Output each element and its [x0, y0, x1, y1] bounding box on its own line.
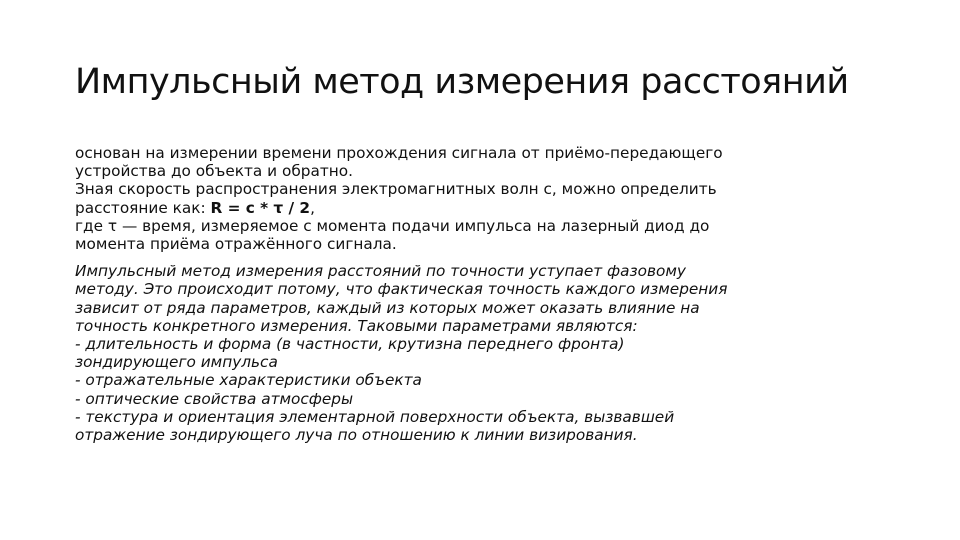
text-line: зависит от ряда параметров, каждый из которых может оказать влияние на [75, 298, 700, 317]
paragraph-method-description [75, 144, 905, 253]
list-item-continuation: отражение зондирующего луча по отношению к линии визирования. [75, 426, 638, 445]
text-line: Зная скорость распространения электромагнитных волн с, можно определить [75, 180, 717, 199]
text-line: устройства до объекта и обратно. [75, 162, 353, 181]
formula-prefix: расстояние как: [75, 198, 211, 217]
slide-title: Импульсный метод измерения расстояний [75, 62, 849, 102]
paragraph-gap [75, 253, 905, 262]
distance-formula: R = c * τ / 2 [210, 198, 311, 217]
text-line: где τ — время, измеряемое с момента подачи импульса на лазерный диод до [75, 216, 710, 235]
formula-suffix: , [310, 198, 315, 217]
list-item: - отражательные характеристики объекта [75, 371, 422, 390]
text-line-formula [75, 199, 905, 217]
text-line: момента приёма отражённого сигнала. [75, 235, 397, 254]
text-line: Импульсный метод измерения расстояний по точности уступает фазовому [75, 262, 686, 281]
paragraph-accuracy-factors [75, 262, 905, 444]
text-line: точность конкретного измерения. Таковыми параметрами являются: [75, 316, 638, 335]
list-item: - оптические свойства атмосферы [75, 389, 354, 408]
slide-body [75, 144, 905, 444]
text-line: основан на измерении времени прохождения сигнала от приёмо-передающего [75, 144, 723, 162]
text-line: методу. Это происходит потому, что фактическая точность каждого измерения [75, 280, 728, 299]
list-item-continuation: зондирующего импульса [75, 353, 278, 372]
list-item: - длительность и форма (в частности, крутизна переднего фронта) [75, 335, 625, 354]
list-item: - текстура и ориентация элементарной поверхности объекта, вызвавшей [75, 407, 675, 426]
